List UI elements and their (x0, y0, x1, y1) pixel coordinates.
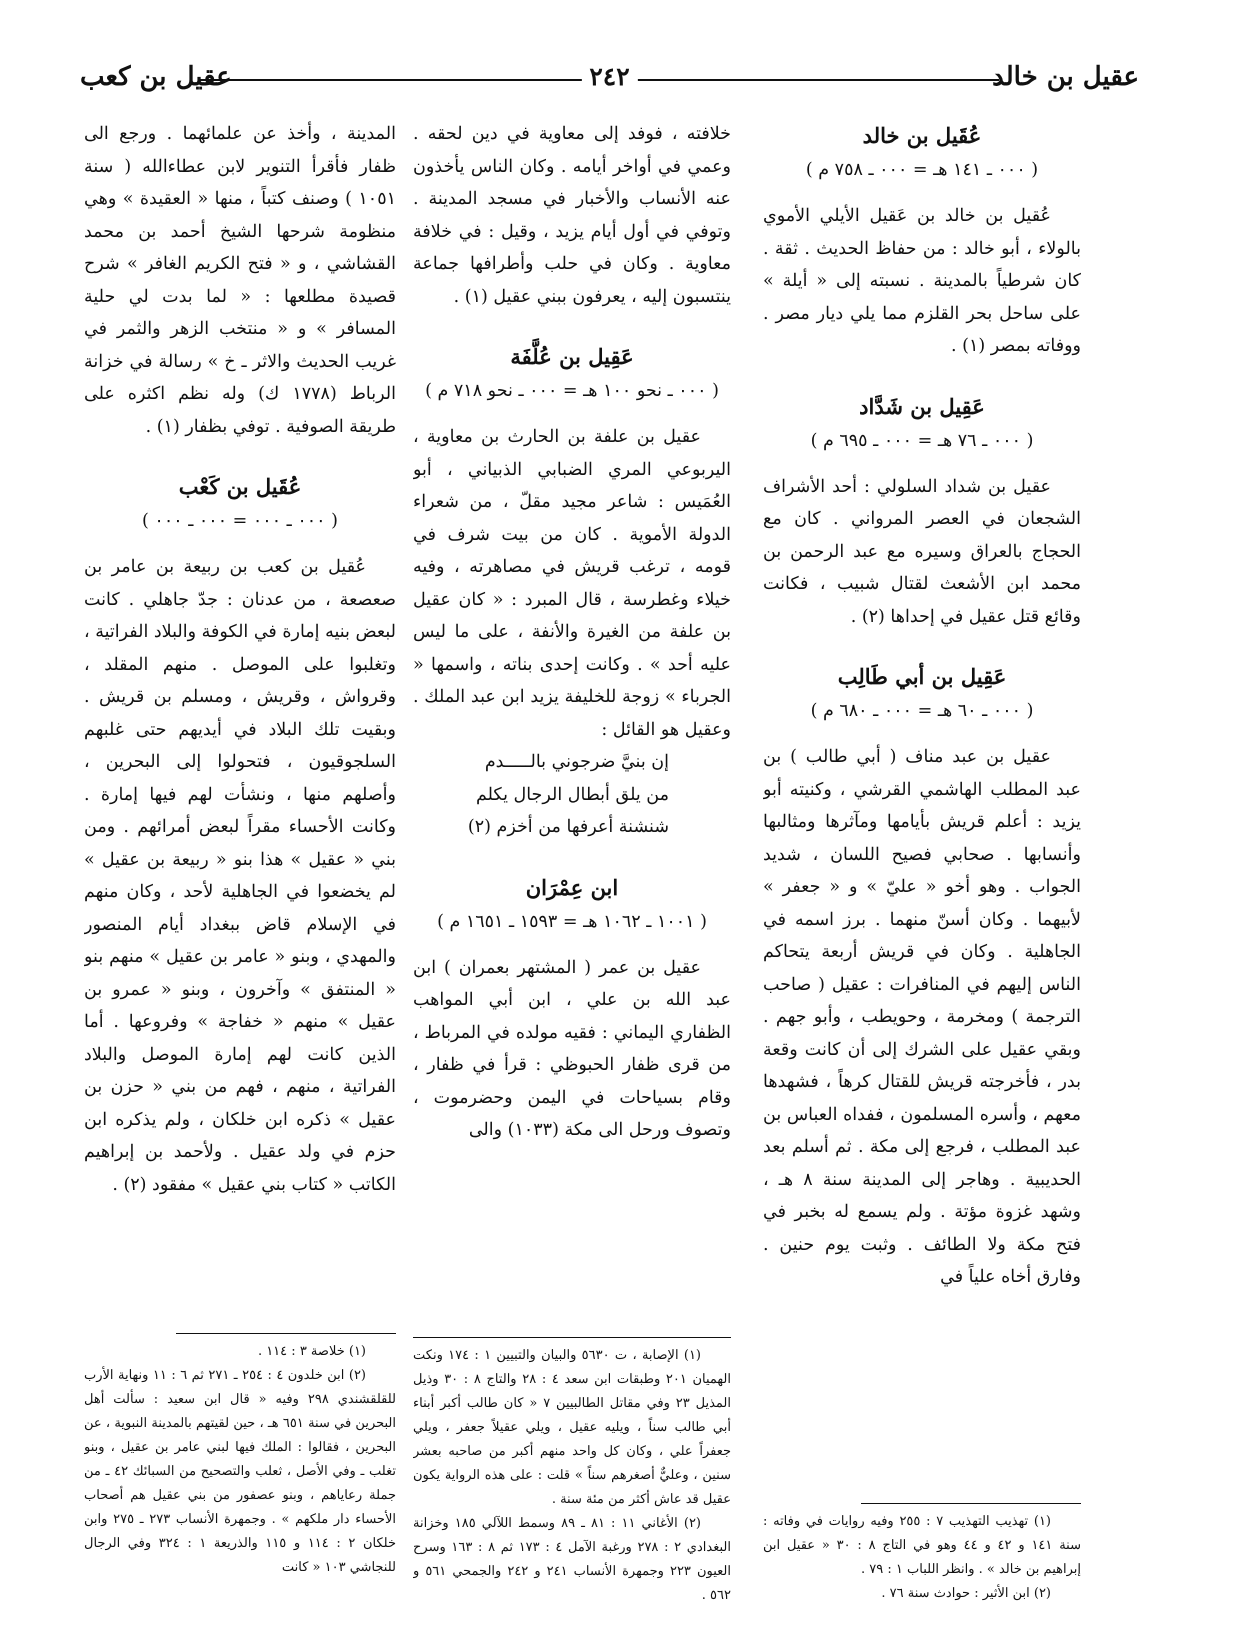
footnote: (٢) ابن خلدون ٤ : ٢٥٤ ـ ٢٧١ ثم ٦ : ١١ ونهاية الأرب للقلقشندي ٢٩٨ وفيه « قال ابن سعيد : سألت أهل البحرين في سنة ٦٥١ هـ ، حين لقيتهم بالمدينة النبوية ، عن البحرين ، فقالوا : الملك فيها لبني عامر بن عقيل ، وبنو تغلب ـ وفي الأصل ، ثعلب والتصحيح من السبائك ٤٢ ـ من جملة رعاياهم ، وبنو عصفور من بني عقيل هم أصحاب الأحساء دار ملكهم » . وجمهرة الأنساب ٢٧٣ ـ ٢٧٥ وابن خلكان ٢ : ١١٤ و ١١٥ والذريعة ١ : ٣٢٤ وفي الرجال للنجاشي ١٠٣ « كانت (84, 1368, 396, 1575)
footnote: (١) تهذيب التهذيب ٧ : ٢٥٥ وفيه روايات في وفاته : سنة ١٤١ و ٤٢ و ٤٤ وهو في التاج ٨ : ٣٠ « عقيل ابن إبراهيم بن خالد » . وانظر اللباب ١ : ٧٩ . (763, 1514, 1081, 1577)
entry-title: عُقَيل بن خالد (862, 123, 982, 148)
column-middle (413, 118, 731, 1620)
entry-text: عقيل بن عبد مناف ( أبي طالب ) بن عبد المطلب الهاشمي القرشي ، وكنيته أبو يزيد : أعلم قريش بأيامها ومآثرها ومثالبها وأنسابها . صحابي فصيح اللسان ، شديد الجواب . وهو أخو « عليّ » و « جعفر » لأبيهما . وكان أسنّ منهما . برز اسمه في الجاهلية . وكان في قريش أربعة يتحاكم الناس إليهم في المنافرات : عقيل ( صاحب الترجمة ) ومخرمة ، وحويطب ، وأبو جهم . وبقي عقيل على الشرك إلى أن كانت وقعة بدر ، فأخرجته قريش للقتال كرهاً ، فشهدها معهم ، وأسره المسلمون ، ففداه العباس بن عبد المطلب ، فرجع إلى مكة . ثم أسلم بعد الحديبية . وهاجر إلى المدينة سنة ٨ هـ ، وشهد غزوة مؤتة . ولم يسمع له بخبر في فتح مكة ولا الطائف . وثبت يوم حنين . وفارق أخاه علياً في (763, 747, 1081, 1287)
entry-text-continued: المدينة ، وأخذ عن علمائهما . ورجع الى ظفار فأقرأ التنوير لابن عطاءالله ( سنة ١٠٥١ ) وصنف كتباً ، منها « العقيدة » وهي منظومة شرحها الشيخ أحمد بن محمد القشاشي ، و « فتح الكريم الغافر » شرح قصيدة مطلعها : « لما بدت لي حلية المسافر » و « منتخب الزهر والثمر في غريب الحديث والاثر ـ خ » رسالة في خزانة الرباط (١٧٧٨ ك) وله نظم اكثره على طريقة الصوفية . توفي بظفار (١) . (84, 124, 396, 437)
entry-text: عقيل بن عمر ( المشتهر بعمران ) ابن عبد الله بن علي ، ابن أبي المواهب الظفاري اليماني : فقيه مولده في المرباط ، من قرى ظفار الحبوظي : قرأ في ظفار ، وقام بسياحات في اليمن وحضرموت ، وتصوف ورحل الى مكة (١٠٣٣) والى (413, 957, 731, 1140)
verse-line: من يلق أبطال الرجال يكلم (475, 784, 669, 805)
column-left (84, 118, 396, 1620)
entry-title: ابن عِمْرَان (525, 874, 619, 900)
entry-dates: ( ٠٠٠ ـ ١٤١ هـ = ٠٠٠ ـ ٧٥٨ م ) (805, 160, 1039, 180)
footnote: (٢) الأغاني ١١ : ٨١ ـ ٨٩ وسمط اللآلي ١٨٥ وخزانة البغدادي ٢ : ٢٧٨ ورغبة الآمل ٤ : ١٧٣ ثم ٨ : ١٦٣ وسرح العيون ٢٢٣ وجمهرة الأنساب ٢٤١ و ٢٤٢ والجمحي ٥٦١ و ٥٦٢ . (413, 1516, 731, 1603)
footnotes (763, 1493, 1081, 1606)
verse-line: إن بنيَّ ضرجوني بالـــــدم (484, 752, 669, 772)
entry-text-continued: خلافته ، فوفد إلى معاوية في دين لحقه . وعمي في أواخر أيامه . وكان الناس يأخذون عنه الأنساب والأخبار في مسجد المدينة . وتوفي في أول أيام يزيد ، وقيل : في خلافة معاوية . وكان في حلب وأطرافها جماعة ينتسبون إليه ، يعرفون ببني عقيل (١) . (413, 124, 731, 307)
entry-text: عقيل بن شداد السلولي : أحد الأشراف الشجعان في العصر المرواني . كان مع الحجاج بالعراق وسيره مع عبد الرحمن بن محمد ابن الأشعث لقتال شبيب ، فكانت وقائع قتل عقيل في إحداها (٢) . (763, 476, 1081, 627)
entry-dates: ( ٠٠٠ ـ ٠٠٠ = ٠٠٠ ـ ٠٠٠ ) (142, 511, 338, 531)
column-right (763, 118, 1081, 1620)
entry-text: عُقيل بن كعب بن ربيعة بن عامر بن صعصعة ، من عدنان : جدّ جاهلي . كانت لبعض بنيه إمارة في الكوفة والبلاد الفراتية ، وتغلبوا على الموصل . منهم المقلد ، وقرواش ، وقريش ، ومسلم بن قريش . وبقيت تلك البلاد في أيديهم حتى غلبهم السلجوقيون ، فتحولوا إلى البحرين ، وأصلهم منها ، ونشأت لهم فيها إمارة . وكانت الأحساء مقراً لبعض أمرائهم . ومن بني « عقيل » هذا بنو « ربيعة بن عقيل » لم يخضعوا في الجاهلية لأحد ، وكان منهم في الإسلام قاض ببغداد أيام المنصور والمهدي ، وبنو « عامر بن عقيل » منهم بنو « المنتفق » وآخرون ، وبنو « عمرو بن عقيل » منهم « خفاجة » وفروعها . أما الذين كانت لهم إمارة الموصل والبلاد الفراتية ، منهم ، فهم من بني « حزن بن عقيل » ذكره ابن خلكان ، ولم يذكره ابن حزم في ولد عقيل . ولأحمد بن إبراهيم الكاتب « كتاب بني عقيل » مفقود (٢) . (84, 557, 396, 1195)
entry-title: عَقِيل بن أبي طَالِب (837, 664, 1007, 689)
entry-dates: ( ٠٠٠ ـ ٧٦ هـ = ٠٠٠ ـ ٦٩٥ م ) (810, 430, 1034, 451)
entry-dates: ( ٠٠٠ ـ ٦٠ هـ = ٠٠٠ ـ ٦٨٠ م ) (810, 701, 1034, 721)
header-right-title: عقيل بن خالد (992, 62, 1139, 92)
entry-dates: ( ١٠٠١ ـ ١٠٦٢ هـ = ١٥٩٣ ـ ١٦٥١ م ) (437, 911, 707, 932)
page-number: ٢٤٢ (581, 62, 637, 91)
entry-title: عُقَيل بن كَعْب (178, 474, 302, 499)
footnote: (٢) ابن الأثير : حوادث سنة ٧٦ . (881, 1586, 1051, 1601)
footnote-rule (861, 1503, 1081, 1504)
running-header (80, 62, 1139, 102)
header-left-title: عقيل بن كعب (80, 62, 232, 92)
entry-text: عُقيل بن خالد بن عَقيل الأيلي الأموي بالولاء ، أبو خالد : من حفاظ الحديث . ثقة . كان شرطياً بالمدينة . نسبته إلى « أيلة » على ساحل بحر القلزم مما يلي ديار مصر . ووفاته بمصر (١) . (763, 206, 1081, 356)
footnote: (١) الإصابة ، ت ٥٦٣٠ والبيان والتبيين ١ : ١٧٤ ونكت الهميان ٢٠١ وطبقات ابن سعد ٤ : ٢٨ والتاج ٨ : ٣٠ وذيل المذيل ٢٣ وفي مقاتل الطالبيين ٧ « كان طالب أكبر أبناء أبي طالب سناً ، ويليه عقيل ، ويلي عقيلاً جعفر ، ويلي جعفراً علي ، وكان كل واحد منهم أكبر من صاحبه بعشر سنين ، وعليٌّ أصغرهم سناً » قلت : على هذه الرواية يكون عقيل قد عاش أكثر من مئة سنة . (413, 1348, 731, 1507)
footnote-rule (413, 1337, 731, 1338)
footnote-rule (176, 1333, 396, 1334)
entry-title: عَقِيل بن شَدَّاد (859, 393, 985, 419)
footnotes (84, 1323, 396, 1580)
footnote: (١) خلاصة ٣ : ١١٤ . (257, 1344, 366, 1359)
footnotes (413, 1327, 731, 1608)
entry-text: عقيل بن علفة بن الحارث بن معاوية ، اليربوعي المري الضبابي الذبياني ، أبو العُمَيس : شاعر مجيد مقلّ ، من شعراء الدولة الأموية . كان من بيت شرف في قومه ، ترغب قريش في مصاهرته ، وفيه خيلاء وغطرسة ، قال المبرد : « كان عقيل بن علفة من الغيرة والأنفة ، على ما ليس عليه أحد » . وكانت إحدى بناته ، واسمها « الجرباء » زوجة للخليفة يزيد ابن عبد الملك . وعقيل هو القائل : (413, 427, 731, 740)
entry-title: عَقِيل بن عُلَّفَة (510, 344, 634, 369)
entry-dates: ( ٠٠٠ ـ نحو ١٠٠ هـ = ٠٠٠ ـ نحو ٧١٨ م ) (425, 381, 719, 401)
verse-line: شنشنة أعرفها من أخزم (٢) (467, 817, 669, 837)
